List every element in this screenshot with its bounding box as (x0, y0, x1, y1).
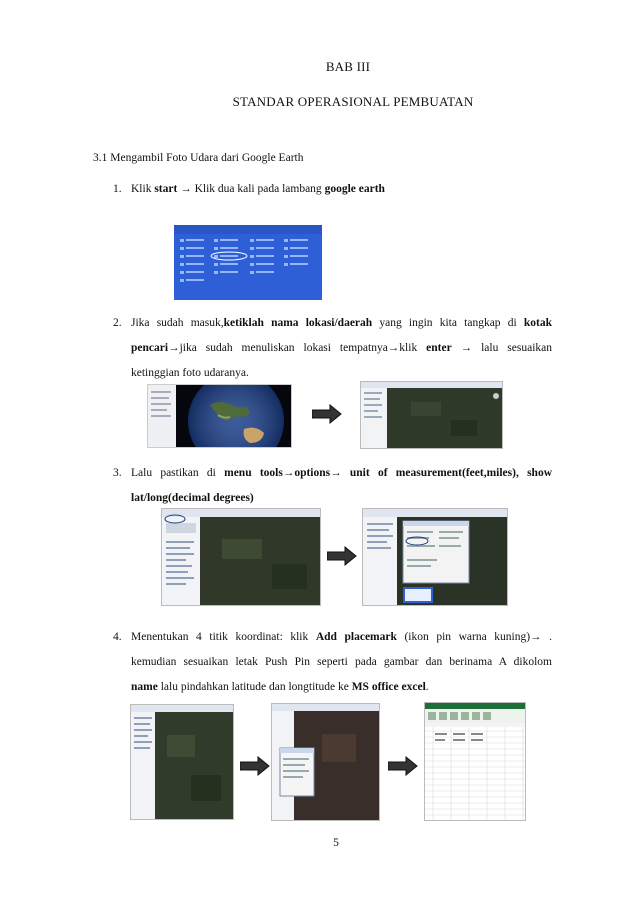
step-line (131, 466, 552, 480)
chapter-subtitle: STANDAR OPERASIONAL PEMBUATAN (232, 94, 474, 109)
bold-text: ketiklah nama lokasi/daerah (223, 317, 373, 329)
placemark-screenshot-2 (271, 703, 380, 821)
apps-grid-illustration (174, 225, 322, 300)
bold-text: kotak (523, 317, 552, 329)
text: . (425, 681, 429, 693)
placemark-dialog-illustration (272, 704, 380, 821)
bold-text: start (154, 183, 178, 195)
placemark-screenshot-1 (130, 704, 234, 820)
zoomed-terrain-illustration (361, 382, 503, 449)
text: →jika sudah menuliskan lokasi tempatnya→klik (168, 342, 427, 354)
text: kemudian sesuaikan letak Push Pin seperti pada gambar dan berinama A dikolom (131, 656, 552, 668)
google-earth-globe-screenshot (147, 384, 292, 448)
excel-screenshot (424, 702, 526, 821)
arrow-right-icon (388, 756, 418, 776)
bold-text: Add placemark (315, 631, 397, 643)
text: lalu pindahkan latitude dan longtitude ke (157, 681, 352, 693)
google-earth-options-screenshot-2 (362, 508, 508, 606)
placemark-map-illustration (131, 705, 234, 820)
bold-text: menu tools→options→ unit of measurement(feet,miles), show (224, 467, 552, 479)
step-line (131, 316, 552, 330)
step-number: 1. (113, 183, 122, 195)
text: ketinggian foto udaranya. (131, 367, 249, 379)
bold-text: name (131, 681, 158, 693)
step-number: 3. (113, 467, 122, 479)
arrow-right-icon (327, 546, 357, 566)
text: Menentukan 4 titik koordinat: klik (131, 631, 316, 643)
globe-illustration (148, 385, 292, 448)
step-number: 4. (113, 631, 122, 643)
chapter-title: BAB III (325, 59, 371, 74)
section-heading: 3.1 Mengambil Foto Udara dari Google Earth (93, 152, 304, 164)
text: (ikon pin warna kuning)→ . (396, 631, 552, 643)
text: Klik (131, 183, 155, 195)
google-earth-options-screenshot-1 (161, 508, 321, 606)
google-earth-zoomed-screenshot (360, 381, 503, 449)
step-line (131, 182, 385, 196)
step-line (131, 655, 552, 669)
options-dialog-illustration (363, 509, 508, 606)
page-number: 5 (333, 837, 339, 849)
bold-text: enter (426, 342, 452, 354)
step-line (131, 491, 254, 505)
text: Lalu pastikan di (131, 467, 225, 479)
step-line (131, 680, 429, 694)
text: → Klik dua kali pada lambang (177, 183, 325, 195)
step-line (131, 630, 552, 644)
text: Jika sudah masuk, (131, 317, 224, 329)
excel-sheet-illustration (425, 703, 526, 821)
bold-text: lat/long(decimal degrees) (131, 492, 254, 504)
arrow-right-icon (240, 756, 270, 776)
step-line (131, 366, 249, 380)
bold-text: google earth (324, 183, 385, 195)
step-line (131, 341, 552, 355)
bold-text: MS office excel (351, 681, 426, 693)
step-number: 2. (113, 317, 122, 329)
tools-menu-illustration (162, 509, 321, 606)
text: → lalu sesuaikan (451, 342, 552, 354)
text: yang ingin kita tangkap di (372, 317, 524, 329)
bold-text: pencari (131, 342, 169, 354)
windows-apps-screenshot (174, 225, 322, 300)
arrow-right-icon (312, 404, 342, 424)
